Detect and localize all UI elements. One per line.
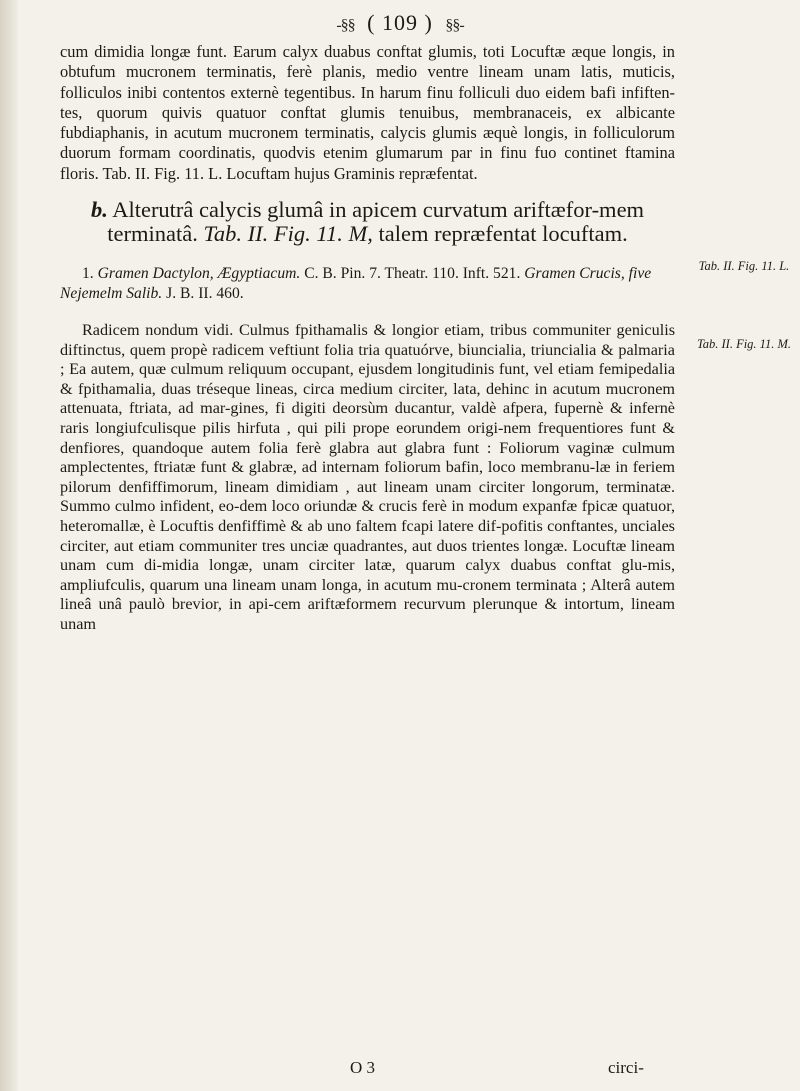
catchword: circi- [608, 1058, 644, 1077]
synonym-reference-1: C. B. Pin. 7. Theatr. 110. Inft. 521. [304, 265, 521, 283]
synonym-name-1: Gramen Dactylon, Ægyptiacum. [97, 265, 301, 283]
main-text-column [60, 42, 675, 635]
page-binding-edge [0, 0, 18, 1091]
paragraph-species-description: Radicem nondum vidi. Culmus fpithamalis & longior etiam, tribus communiter geniculis diftinctus, quem propè radicem veftiunt folia tria quatuórve, biuncialia, triuncialia & palmaria ; Ea autem, quæ culmum reliquum occupant, ejusdem longitudinis funt, vel etiam femipedalia & fpithamalia, duas tréseque lineas, circa medium circiter, lata, dehinc in acutum mucronem attenuata, ftriata, ad mar-gines, fi digiti deorsùm ducantur, valdè afpera, fupernè & infernè raris longiufculisque pilis hirfuta , qui pili prope eorundem origi-nem frequentiores funt & denfiores, quandoque autem folia ferè glabra aut glabra funt : Foliorum vaginæ culmum amplectentes, ftriatæ funt & glabræ, ad internam foliorum bafin, loco membranu-læ in feriem pilorum denfiffimorum, lineam dimidiam , aut lineam unam circiter longorum, terminatæ. Summo culmo infident, eo-dem loco oriundæ & crucis ferè in modum expanfæ fpicæ quatuor, heteromallæ, è Locuftis denfiffimè & ab uno faltem fcapi latere dif-pofitis conftantes, unciales circiter, aut etiam communiter tres unciæ quadrantes, aut duos trientes longæ. Locuftæ lineam unam cum di-midia longæ, unam circiter latæ, quarum calyx duabus conftat glu-mis, ampliufculis, quarum una lineam unam longa, in acutum mu-cronem terminata ; Alterâ autem lineâ unâ paulò brevior, in api-cem ariftæformem recurvum plerunque & intortum, lineam unam [60, 321, 675, 633]
signature-mark: O 3 [350, 1058, 376, 1077]
species-number: 1. [82, 265, 94, 283]
header-ornament-right: §§- [445, 17, 464, 34]
synonymy-entry [60, 264, 675, 303]
variety-description: Alterutrâ calycis glumâ in apicem curvatum ariftæfor-mem terminatâ. [107, 197, 645, 247]
synonym-name-2: Gramen Crucis, five Nejemelm Salib. [60, 265, 652, 302]
variety-letter: b. [90, 197, 108, 223]
paragraph-variety-b [60, 198, 675, 246]
variety-tail: talem repræfentat locuftam. [378, 221, 628, 247]
paragraph-locusta-description: cum dimidia longæ funt. Earum calyx duabus conftat glumis, toti Locuftæ æque longis, in obtufum mucronem terminatis, ferè planis, medio ventre lineam unam latis, muticis, folliculos inibi contentos externè tegentibus. In harum finu folliculi duo eidem bafi infiften-tes, quorum quivis quatuor conftat glumis tenuibus, membranaceis, ex albicante fubdiaphanis, in acutum mucronem terminatis, calycis glumis æquè longis, in folliculorum duorum formam coordinatis, quodvis etenim glumarum par in finu fuo continet ftamina floris. Tab. II. Fig. 11. L. Locuftam hujus Graminis repræfentat. [60, 42, 675, 183]
margin-note-figure-m: Tab. II. Fig. 11. M. [696, 337, 792, 351]
page-number: ( 109 ) [367, 10, 433, 35]
synonym-reference-2: J. B. II. 460. [166, 284, 244, 302]
header-ornament-left: -§§ [336, 17, 355, 34]
page-header [0, 10, 800, 36]
variety-figure-ref: Tab. II. Fig. 11. M, [203, 221, 373, 247]
margin-note-figure-l: Tab. II. Fig. 11. L. [698, 259, 790, 273]
